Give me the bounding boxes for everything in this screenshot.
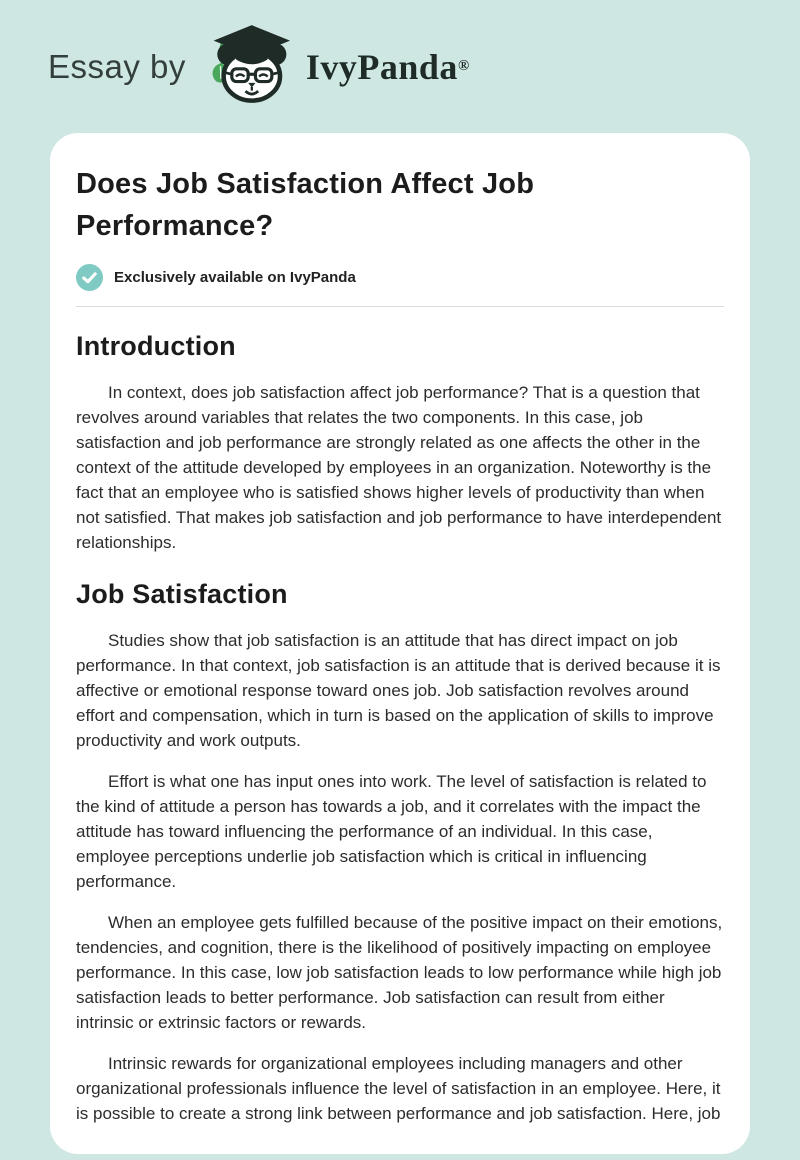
panda-graduate-icon (200, 23, 300, 111)
section-job-satisfaction (76, 579, 724, 1126)
essay-paragraph: When an employee gets fulfilled because of the positive impact on their emotions, tendencies, and cognition, there is the likelihood of positively impacting on employee performance. In this case, low job satisfaction leads to low performance while high job satisfaction leads to better performance. Job satisfaction can result from either intrinsic or extrinsic factors or rewards. (76, 913, 723, 1033)
essay-paragraph: Studies show that job satisfaction is an attitude that has direct impact on job performance. In that context, job satisfaction is an attitude that is derived because it is affective or emotional response toward ones job. Job satisfaction revolves around effort and compensation, which in turn is based on the application of skills to improve productivity and work outputs. (76, 631, 721, 751)
exclusive-badge-label: Exclusively available on IvyPanda (114, 269, 356, 287)
header-divider (76, 306, 724, 307)
essay-title: Does Job Satisfaction Affect Job Performance? (76, 168, 535, 243)
essay-by-label: Essay by (48, 47, 186, 85)
job-satisfaction-heading: Job Satisfaction (76, 579, 288, 610)
registered-mark: ® (457, 58, 470, 74)
essay-paragraph: In context, does job satisfaction affect job performance? That is a question that revolves around variables that relates the two components. In this case, job satisfaction and job performance are strongly related as one affects the other in the context of the attitude developed by employees in an organization. Noteworthy is the fact that an employee who is satisfied shows higher levels of productivity than when not satisfied. That makes job satisfaction and job performance to have interdependent relationships. (76, 383, 722, 553)
essay-card (50, 133, 750, 1154)
exclusive-badge (76, 264, 724, 291)
essay-paragraph: Effort is what one has input ones into work. The level of satisfaction is related to the kind of attitude a person has towards a job, and it correlates with the impact the attitude has toward influencing the performance of an individual. In this case, employee perceptions underlie job satisfaction which is critical in influencing performance. (76, 772, 707, 892)
brand-name: IvyPanda (305, 46, 458, 87)
section-introduction (76, 331, 724, 555)
check-icon (76, 264, 103, 291)
introduction-heading: Introduction (76, 331, 236, 362)
site-header (0, 0, 800, 133)
essay-paragraph: Intrinsic rewards for organizational employees including managers and other organizational professionals influence the level of satisfaction in an employee. Here, it is possible to create a strong link between performance and job satisfaction. Here, job (76, 1054, 721, 1124)
ivypanda-logo[interactable] (200, 23, 469, 111)
